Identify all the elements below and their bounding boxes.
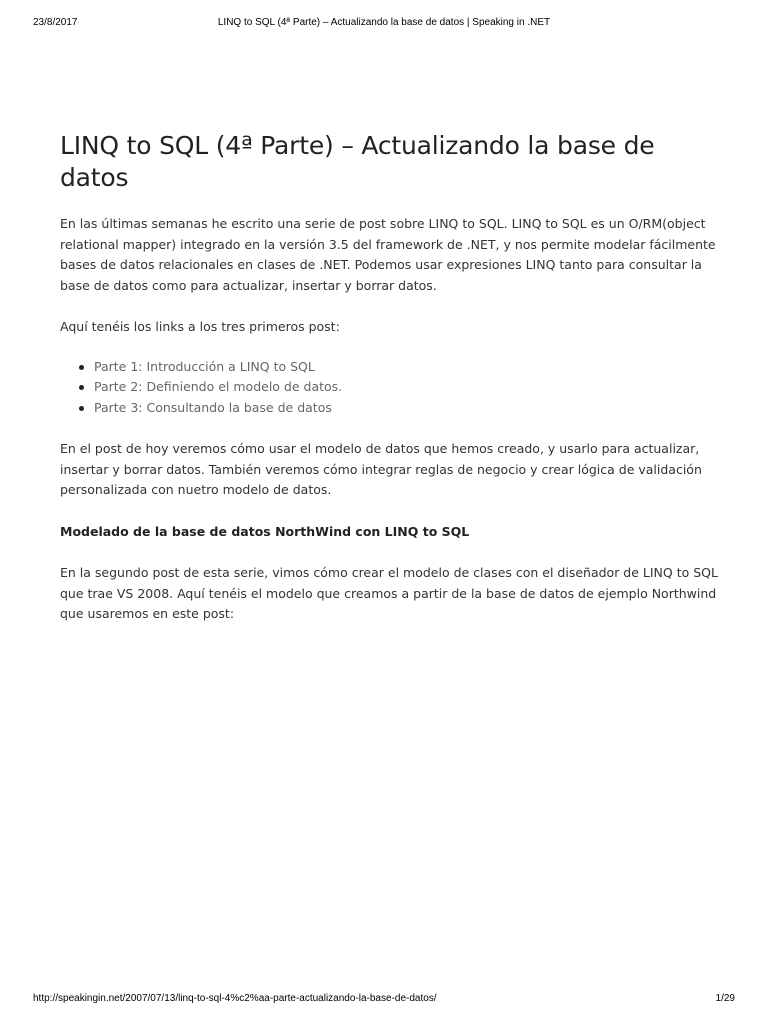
print-header	[0, 13, 768, 33]
model-paragraph: En la segundo post de esta serie, vimos cómo crear el modelo de clases con el diseñador de LINQ to SQL que trae VS 2008. Aquí tenéis el modelo que creamos a partir de la base de datos de ejemplo Northwind que usaremos en este post:	[60, 565, 718, 621]
series-link-part-3[interactable]: Parte 3: Consultando la base de datos	[94, 399, 332, 415]
series-links-list	[60, 357, 720, 419]
article	[60, 130, 720, 625]
series-link-part-1[interactable]: Parte 1: Introducción a LINQ to SQL	[94, 358, 315, 374]
today-paragraph: En el post de hoy veremos cómo usar el modelo de datos que hemos creado, y usarlo para actualizar, insertar y borrar datos. También veremos cómo integrar reglas de negocio y crear lógica de validación personalizada con nuetro modelo de datos.	[60, 441, 702, 497]
page-number: 1/29	[715, 993, 735, 1004]
bullet-icon	[79, 385, 84, 390]
intro-paragraph: En las últimas semanas he escrito una serie de post sobre LINQ to SQL. LINQ to SQL es un O/RM(object relational mapper) integrado en la versión 3.5 del framework de .NET, y nos permite modelar fácilmente bases de datos relacionales en clases de .NET. Podemos usar expresiones LINQ tanto para consultar la base de datos como para actualizar, insertar y borrar datos.	[60, 216, 716, 293]
article-title: LINQ to SQL (4ª Parte) – Actualizando la base de datos	[60, 131, 655, 192]
print-url: http://speakingin.net/2007/07/13/linq-to-sql-4%c2%aa-parte-actualizando-la-base-de-datos/	[33, 993, 437, 1004]
print-date: 23/8/2017	[33, 17, 78, 28]
series-link-part-2[interactable]: Parte 2: Definiendo el modelo de datos.	[94, 379, 343, 394]
series-link-item	[94, 357, 720, 378]
series-link-item	[94, 398, 720, 419]
bullet-icon	[79, 365, 84, 370]
print-page-title: LINQ to SQL (4ª Parte) – Actualizando la base de datos | Speaking in .NET	[217, 17, 551, 28]
section-heading: Modelado de la base de datos NorthWind con LINQ to SQL	[60, 523, 470, 539]
bullet-icon	[79, 406, 84, 411]
series-link-item	[94, 377, 720, 398]
links-intro-paragraph: Aquí tenéis los links a los tres primeros post:	[60, 319, 340, 334]
